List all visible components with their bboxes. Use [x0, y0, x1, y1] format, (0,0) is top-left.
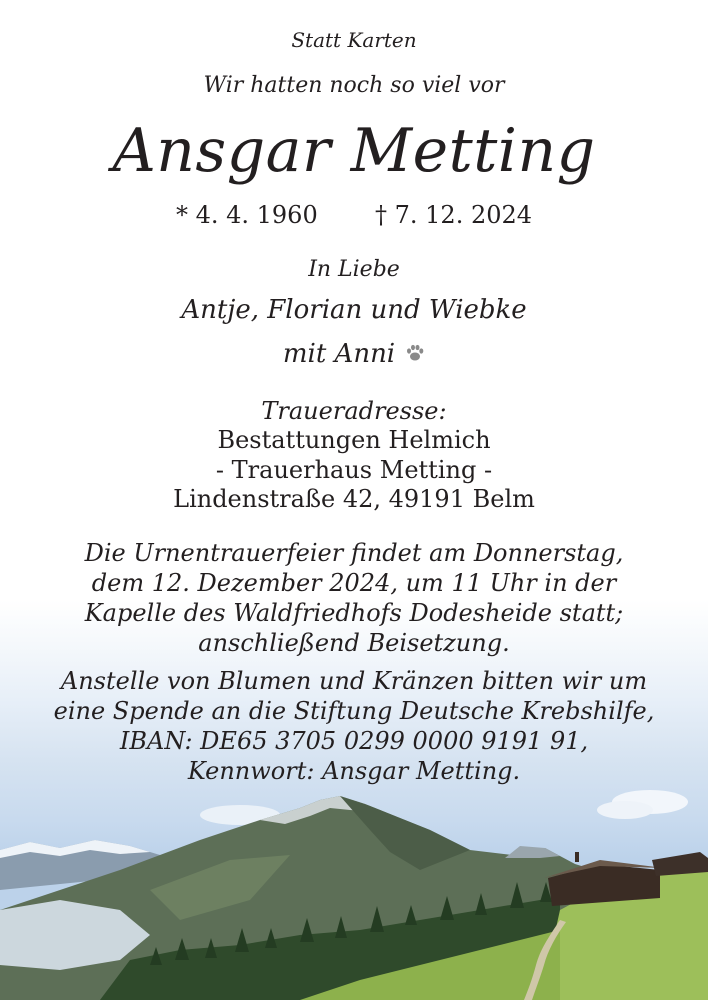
death-date: † 7. 12. 2024 [375, 201, 533, 229]
ceremony-line-2: dem 12. Dezember 2024, um 11 Uhr in der [91, 569, 617, 597]
life-dates [0, 201, 708, 229]
address-house: - Trauerhaus Metting - [215, 456, 493, 484]
ceremony-line-3: Kapelle des Waldfriedhofs Dodesheide statt; [84, 599, 624, 627]
mountain-landscape-image [0, 760, 708, 1000]
paw-print-icon [405, 340, 425, 370]
ceremony-line-4: anschließend Beisetzung. [198, 629, 510, 657]
donation-line-1: Anstelle von Blumen und Kränzen bitten wir um [60, 667, 648, 695]
donation-line-2: eine Spende an die Stiftung Deutsche Krebshilfe, [53, 697, 655, 725]
deceased-name: Ansgar Metting [112, 116, 596, 186]
in-liebe-text: In Liebe [308, 257, 400, 282]
donation-keyword: Kennwort: Ansgar Metting. [187, 757, 521, 785]
donation-iban: IBAN: DE65 3705 0299 0000 9191 91, [119, 727, 589, 755]
statt-karten-text: Statt Karten [291, 28, 417, 52]
mourner-names: Antje, Florian und Wiebke [181, 295, 527, 325]
birth-date: * 4. 4. 1960 [175, 201, 318, 229]
ceremony-line-1: Die Urnentrauerfeier findet am Donnerstag, [84, 539, 624, 567]
mourner-pet-line [0, 339, 708, 370]
address-street: Lindenstraße 42, 49191 Belm [173, 485, 535, 513]
motto-text: Wir hatten noch so viel vor [203, 73, 505, 98]
mourner-pet-text: mit Anni [282, 339, 396, 369]
address-funeral-home: Bestattungen Helmich [217, 426, 491, 454]
address-title: Traueradresse: [261, 397, 447, 425]
